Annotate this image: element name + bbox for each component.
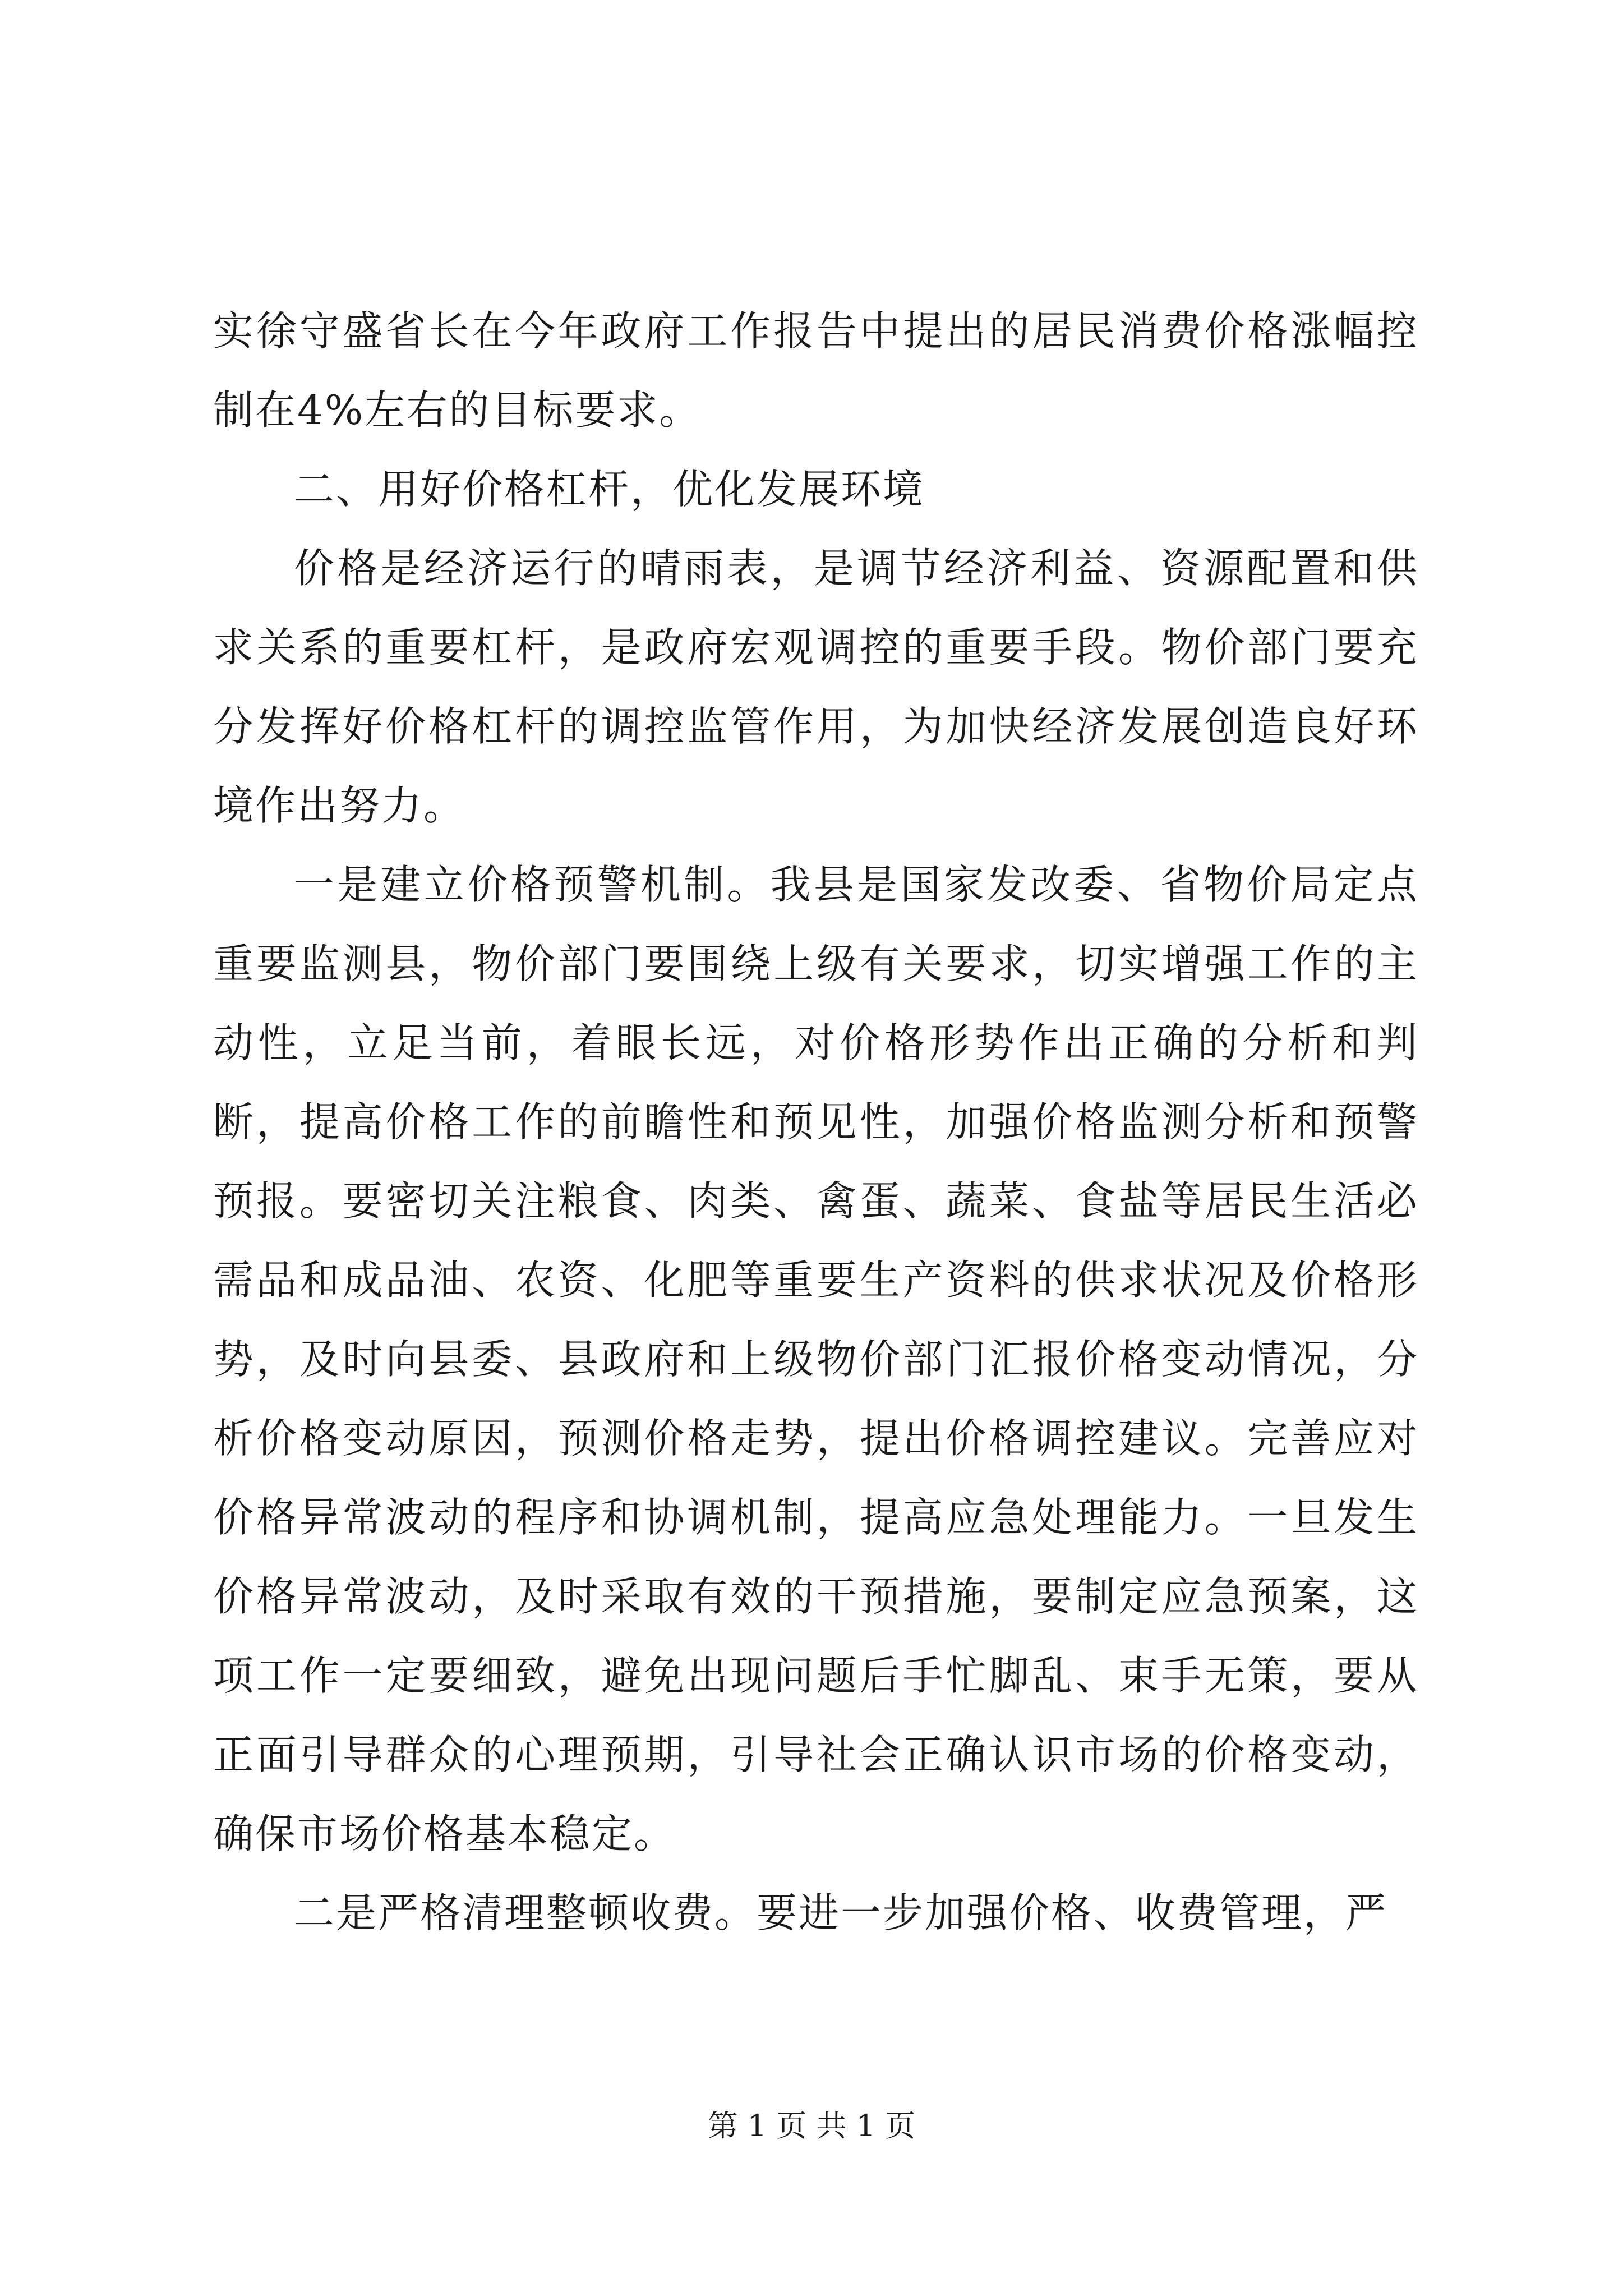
paragraph-1: 实徐守盛省长在今年政府工作报告中提出的居民消费价格涨幅控制在4%左右的目标要求。	[213, 307, 1419, 434]
body-text	[213, 292, 1419, 1953]
paragraph-4: 一是建立价格预警机制。我县是国家发改委、省物价局定点重要监测县，物价部门要围绕上级有关要求，切实增强工作的主动性，立足当前，着眼长远，对价格形势作出正确的分析和判断，提高价格工作的前瞻性和预见性，加强价格监测分析和预警预报。要密切关注粮食、肉类、禽蛋、蔬菜、食盐等居民生活必需品和成品油、农资、化肥等重要生产资料的供求状况及价格形势，及时向县委、县政府和上级物价部门汇报价格变动情况，分析价格变动原因，预测价格走势，提出价格调控建议。完善应对价格异常波动的程序和协调机制，提高应急处理能力。一旦发生价格异常波动，及时采取有效的干预措施，要制定应急预案，这项工作一定要细致，避免出现问题后手忙脚乱、束手无策，要从正面引导群众的心理预期，引导社会正确认识市场的价格变动，确保市场价格基本稳定。	[213, 861, 1419, 1857]
page-footer: 第 1 页 共 1 页	[707, 2108, 916, 2143]
paragraph-5: 二是严格清理整顿收费。要进一步加强价格、收费管理，严	[294, 1889, 1388, 1936]
paragraph-3: 价格是经济运行的晴雨表，是调节经济利益、资源配置和供求关系的重要杠杆，是政府宏观调控的重要手段。物价部门要充分发挥好价格杠杆的调控监管作用，为加快经济发展创造良好环境作出努力。	[213, 545, 1419, 829]
section-heading: 二、用好价格杠杆，优化发展环境	[294, 466, 925, 513]
